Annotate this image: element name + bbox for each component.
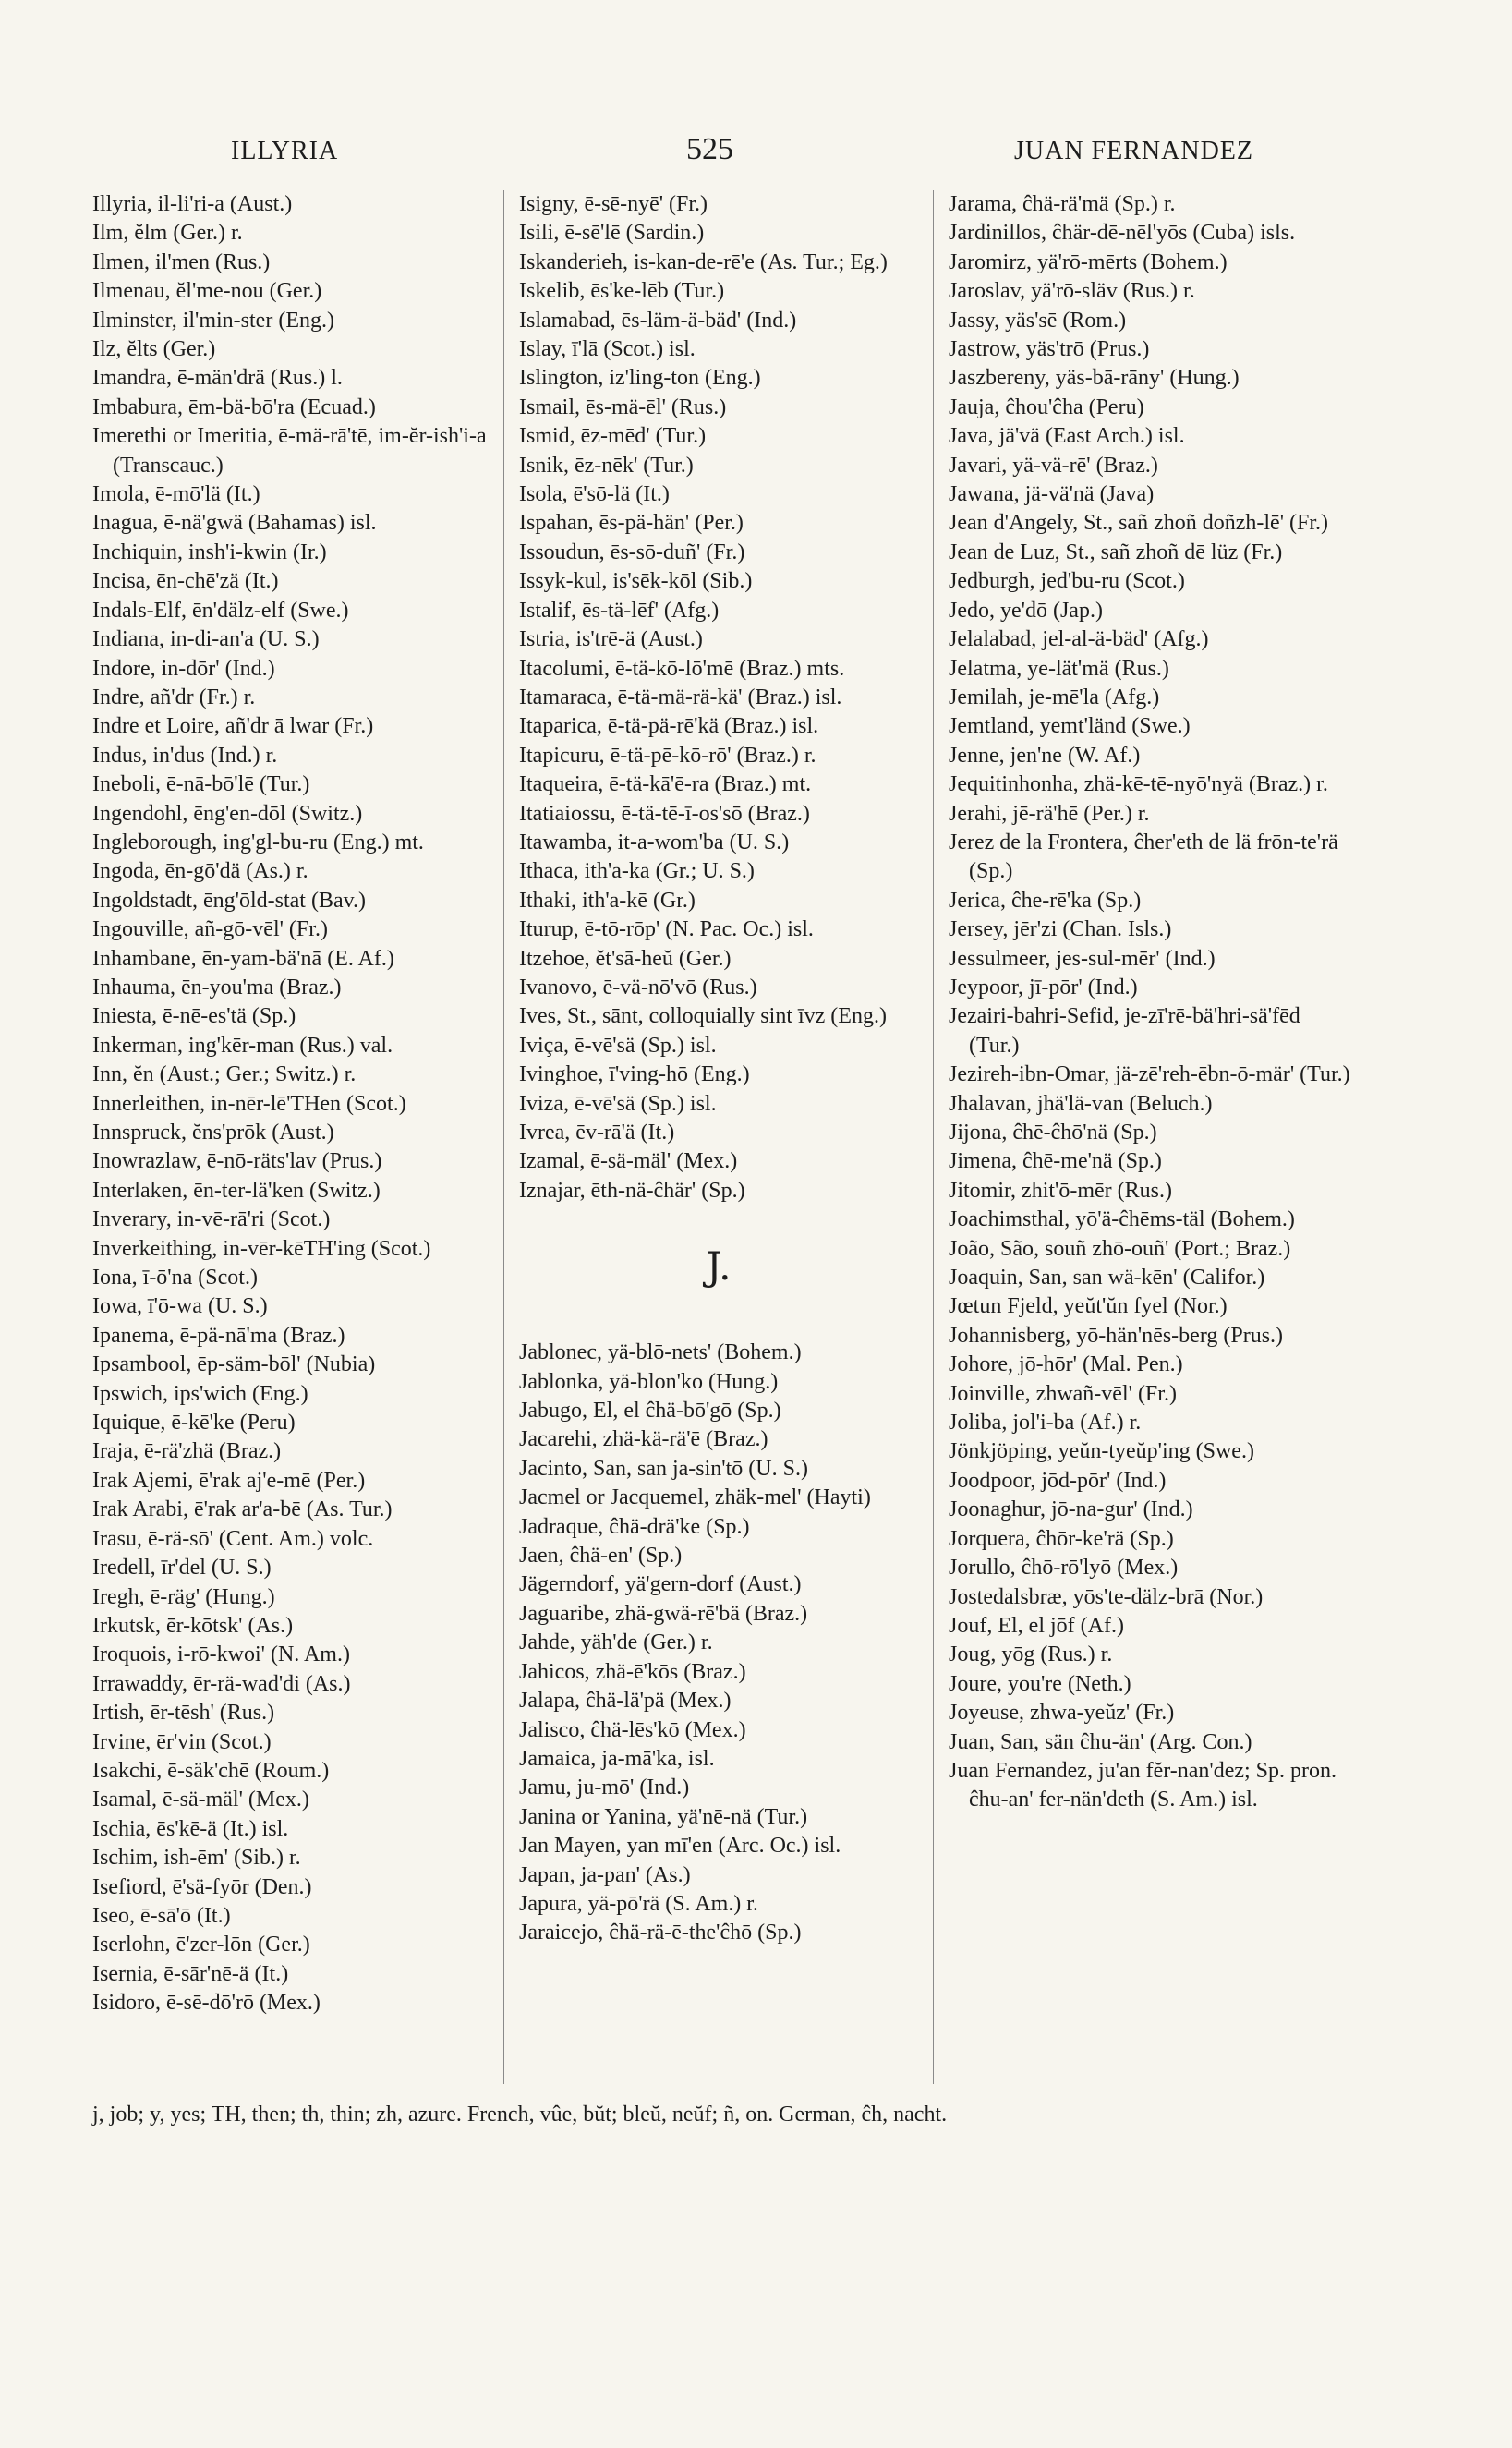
gazetteer-entry: Jaen, ĉhä-en' (Sp.) — [519, 1544, 683, 1569]
gazetteer-entry: Iserlohn, ē'zer-lōn (Ger.) — [92, 1933, 310, 1957]
section-j-entries — [519, 1339, 918, 1948]
gazetteer-entry: Iona, ī-ō'na (Scot.) — [92, 1266, 258, 1291]
gazetteer-entry: Iseo, ē-sā'ō (It.) — [92, 1903, 231, 1928]
gazetteer-entry: Ismid, ēz-mēd' (Tur.) — [519, 424, 707, 449]
gazetteer-entry: Jedo, ye'dō (Jap.) — [949, 598, 1103, 623]
gazetteer-entry: Iznajar, ēth-nä-ĉhär' (Sp.) — [519, 1178, 745, 1203]
gazetteer-entry: Inn, ĕn (Aust.; Ger.; Switz.) r. — [92, 1062, 357, 1087]
gazetteer-entry: Juan Fernandez, ju'an fĕr-nan'dez; Sp. pron. ĉhu-an' fer-nän'deth (S. Am.) isl. — [949, 1758, 1337, 1812]
gazetteer-entry: Jägerndorf, yä'gern-dorf (Aust.) — [519, 1572, 802, 1597]
gazetteer-entry: Jelatma, ye-lät'mä (Rus.) — [949, 656, 1169, 681]
gazetteer-entry: Irkutsk, ēr-kōtsk' (As.) — [92, 1613, 294, 1638]
gazetteer-entry: Jerahi, jē-rä'hē (Per.) r. — [949, 801, 1150, 826]
gazetteer-entry: Islington, iz'ling-ton (Eng.) — [519, 366, 761, 391]
gazetteer-entry: Jessulmeer, jes-sul-mēr' (Ind.) — [949, 946, 1216, 971]
gazetteer-entry: Ipanema, ē-pä-nā'ma (Braz.) — [92, 1323, 345, 1348]
gazetteer-entry: Istria, is'trē-ä (Aust.) — [519, 627, 703, 652]
gazetteer-entry: Imola, ē-mō'lä (It.) — [92, 482, 260, 507]
gazetteer-entry: Ischia, ēs'kē-ä (It.) isl. — [92, 1816, 289, 1841]
gazetteer-entry: Jardinillos, ĉhär-dē-nēl'yōs (Cuba) isls. — [949, 221, 1296, 246]
gazetteer-entry: Inhambane, ēn-yam-bä'nā (E. Af.) — [92, 946, 394, 971]
gazetteer-entry: Jemtland, yemt'länd (Swe.) — [949, 714, 1191, 739]
gazetteer-entry: Jedburgh, jed'bu-ru (Scot.) — [949, 569, 1185, 594]
gazetteer-entry: Jean d'Angely, St., sañ zhoñ doñzh-lē' (Fr.) — [949, 511, 1329, 536]
gazetteer-entry: Indre, añ'dr (Fr.) r. — [92, 685, 256, 709]
gazetteer-entry: Jablonka, yä-blon'ko (Hung.) — [519, 1369, 779, 1394]
gazetteer-entry: Isigny, ē-sē-nyē' (Fr.) — [519, 192, 708, 216]
gazetteer-entry: Joodpoor, jōd-pōr' (Ind.) — [949, 1468, 1167, 1493]
gazetteer-entry: Ismail, ēs-mä-ēl' (Rus.) — [519, 394, 727, 419]
gazetteer-entry: Jamu, ju-mō' (Ind.) — [519, 1775, 690, 1800]
gazetteer-entry: Isakchi, ē-säk'chē (Roum.) — [92, 1758, 330, 1783]
gazetteer-entry: Inkerman, ing'kēr-man (Rus.) val. — [92, 1033, 393, 1058]
gazetteer-entry: Joyeuse, zhwa-yeŭz' (Fr.) — [949, 1701, 1175, 1726]
gazetteer-entry: Iredell, īr'del (U. S.) — [92, 1556, 272, 1581]
gazetteer-entry: Indals-Elf, ēn'dälz-elf (Swe.) — [92, 598, 349, 623]
gazetteer-entry: Jan Mayen, yan mī'en (Arc. Oc.) isl. — [519, 1834, 841, 1859]
gazetteer-entry: Inchiquin, insh'i-kwin (Ir.) — [92, 539, 327, 564]
gazetteer-entry: Irak Ajemi, ē'rak aj'e-mē (Per.) — [92, 1468, 366, 1493]
gazetteer-entry: Joonaghur, jō-na-gur' (Ind.) — [949, 1497, 1193, 1522]
gazetteer-entry: Jawana, jä-vä'nä (Java) — [949, 482, 1155, 507]
gazetteer-entry: Irak Arabi, ē'rak ar'a-bē (As. Tur.) — [92, 1497, 393, 1522]
gazetteer-entry: Johore, jō-hōr' (Mal. Pen.) — [949, 1352, 1183, 1377]
gazetteer-entry: Itacolumi, ē-tä-kō-lō'mē (Braz.) mts. — [519, 656, 845, 681]
gazetteer-entry: Ingoldstadt, ēng'ōld-stat (Bav.) — [92, 888, 367, 913]
gazetteer-entry: Jitomir, zhit'ō-mēr (Rus.) — [949, 1178, 1172, 1203]
gazetteer-entry: Iroquois, i-rō-kwoi' (N. Am.) — [92, 1642, 350, 1667]
gazetteer-entry: Isefiord, ē'sä-fyōr (Den.) — [92, 1874, 312, 1899]
gazetteer-entry: Imerethi or Imeritia, ē-mä-rā'tē, im-ĕr-ish'i-a (Transcauc.) — [92, 424, 487, 478]
gazetteer-entry: Jijona, ĉhē-ĉhō'nä (Sp.) — [949, 1121, 1157, 1145]
gazetteer-entry: Itamaraca, ē-tä-mä-rä-kä' (Braz.) isl. — [519, 685, 842, 709]
gazetteer-entry: Jersey, jēr'zi (Chan. Isls.) — [949, 917, 1172, 942]
gazetteer-entry: Isernia, ē-sār'nē-ä (It.) — [92, 1961, 289, 1986]
gazetteer-entry: Javari, yä-vä-rē' (Braz.) — [949, 453, 1158, 478]
gazetteer-entry: Jaroslav, yä'rō-släv (Rus.) r. — [949, 279, 1195, 304]
gazetteer-entry: Jaguaribe, zhä-gwä-rē'bä (Braz.) — [519, 1601, 808, 1626]
gazetteer-entry: Jemilah, je-mē'la (Afg.) — [949, 685, 1160, 709]
gazetteer-entry: Ilm, ĕlm (Ger.) r. — [92, 221, 243, 246]
gazetteer-entry: Indus, in'dus (Ind.) r. — [92, 743, 278, 768]
gazetteer-entry: Joliba, jol'i-ba (Af.) r. — [949, 1411, 1142, 1436]
gazetteer-entry: Interlaken, ēn-ter-lä'ken (Switz.) — [92, 1178, 381, 1203]
gazetteer-entry: Jaromirz, yä'rō-mērts (Bohem.) — [949, 249, 1228, 274]
gazetteer-entry: Ingoda, ēn-gō'dä (As.) r. — [92, 859, 308, 884]
gazetteer-entry: Izamal, ē-sä-mäl' (Mex.) — [519, 1149, 738, 1174]
gazetteer-entry: Iskanderieh, is-kan-de-rē'e (As. Tur.; Eg.) — [519, 249, 888, 274]
gazetteer-entry: Ingendohl, ēng'en-dōl (Switz.) — [92, 801, 363, 826]
gazetteer-entry: Jelalabad, jel-al-ä-bäd' (Afg.) — [949, 627, 1209, 652]
gazetteer-entry: Indiana, in-di-an'a (U. S.) — [92, 627, 320, 652]
gazetteer-entry: Jezairi-bahri-Sefid, je-zī'rē-bä'hri-sä'fēd (Tur.) — [949, 1004, 1300, 1058]
gazetteer-entry: Jastrow, yäs'trō (Prus.) — [949, 337, 1150, 362]
gazetteer-entry: Jönkjöping, yeŭn-tyeŭp'ing (Swe.) — [949, 1439, 1254, 1464]
gazetteer-entry: Jahde, yäh'de (Ger.) r. — [519, 1630, 713, 1655]
gazetteer-entry: Jean de Luz, St., sañ zhoñ dē lüz (Fr.) — [949, 539, 1283, 564]
gazetteer-entry: Ithaki, ith'a-kē (Gr.) — [519, 888, 696, 913]
gazetteer-entry: Inhauma, ēn-you'ma (Braz.) — [92, 975, 342, 1000]
gazetteer-entry: Jadraque, ĉhä-drä'ke (Sp.) — [519, 1514, 750, 1539]
gazetteer-entry: Inagua, ē-nä'gwä (Bahamas) isl. — [92, 511, 377, 536]
column-1 — [92, 190, 490, 2084]
gazetteer-entry: Ithaca, ith'a-ka (Gr.; U. S.) — [519, 859, 755, 884]
gazetteer-entry: Jerica, ĉhe-rē'ka (Sp.) — [949, 888, 1142, 913]
pronunciation-key: j, job; y, yes; TH, then; th, thin; zh, azure. French, vûe, bŭt; bleŭ, neŭf; ñ, on. German, ĉh, nacht. — [92, 2103, 948, 2127]
gazetteer-entry: Jamaica, ja-mā'ka, isl. — [519, 1746, 715, 1771]
gazetteer-entry: Itzehoe, ĕt'sā-heŭ (Ger.) — [519, 946, 732, 971]
gazetteer-entry: Jhalavan, jhä'lä-van (Beluch.) — [949, 1091, 1213, 1116]
gazetteer-entry: Jenne, jen'ne (W. Af.) — [949, 743, 1141, 768]
gazetteer-entry: Ivrea, ēv-rā'ä (It.) — [519, 1121, 675, 1145]
gazetteer-entry: João, São, souñ zhō-ouñ' (Port.; Braz.) — [949, 1236, 1291, 1261]
gazetteer-entry: Java, jä'vä (East Arch.) isl. — [949, 424, 1185, 449]
gazetteer-entry: Joaquin, San, san wä-kēn' (Califor.) — [949, 1266, 1265, 1291]
gazetteer-entry: Isamal, ē-sä-mäl' (Mex.) — [92, 1788, 309, 1812]
gazetteer-entry: Ivanovo, ē-vä-nō'vō (Rus.) — [519, 975, 757, 1000]
gazetteer-entry: Illyria, il-li'ri-a (Aust.) — [92, 192, 293, 216]
gazetteer-entry: Jahicos, zhä-ē'kōs (Braz.) — [519, 1659, 746, 1684]
gazetteer-entry: Jalisco, ĉhä-lēs'kō (Mex.) — [519, 1717, 746, 1742]
gazetteer-entry: Irasu, ē-rä-sō' (Cent. Am.) volc. — [92, 1526, 374, 1551]
gazetteer-entry: Itaparica, ē-tä-pä-rē'kä (Braz.) isl. — [519, 714, 819, 739]
gazetteer-entry: Ilmenau, ĕl'me-nou (Ger.) — [92, 279, 322, 304]
gazetteer-entry: Jezireh-ibn-Omar, jä-zē'reh-ēbn-ō-mär' (Tur.) — [949, 1062, 1350, 1087]
gazetteer-entry: Joachimsthal, yō'ä-ĉhēms-täl (Bohem.) — [949, 1207, 1295, 1232]
column-2 — [519, 190, 918, 2084]
gazetteer-entry: Joug, yōg (Rus.) r. — [949, 1642, 1113, 1667]
gazetteer-entry: Jœtun Fjeld, yeŭt'ŭn fyel (Nor.) — [949, 1294, 1228, 1319]
gazetteer-entry: Irvine, ēr'vin (Scot.) — [92, 1729, 272, 1754]
gazetteer-entry: Isili, ē-sē'lē (Sardin.) — [519, 221, 705, 246]
gazetteer-entry: Iviça, ē-vē'sä (Sp.) isl. — [519, 1033, 717, 1058]
page-number: 525 — [686, 132, 733, 166]
gazetteer-entry: Ivinghoe, ī'ving-hō (Eng.) — [519, 1062, 750, 1087]
running-head-left: ILLYRIA — [231, 137, 339, 165]
gazetteer-entry: Jaszbereny, yäs-bā-rāny' (Hung.) — [949, 366, 1240, 391]
gazetteer-entry: Iowa, ī'ō-wa (U. S.) — [92, 1294, 268, 1319]
column-divider — [503, 190, 504, 2084]
gazetteer-entry: Janina or Yanina, yä'nē-nä (Tur.) — [519, 1804, 808, 1829]
gazetteer-entry: Jauja, ĉhou'ĉha (Peru) — [949, 394, 1144, 419]
gazetteer-entry: Istalif, ēs-tä-lēf' (Afg.) — [519, 598, 720, 623]
gazetteer-entry: Ispahan, ēs-pä-hän' (Per.) — [519, 511, 744, 536]
gazetteer-entry: Islamabad, ēs-läm-ä-bäd' (Ind.) — [519, 308, 797, 333]
gazetteer-entry: Itatiaiossu, ē-tä-tē-ī-os'sō (Braz.) — [519, 801, 810, 826]
gazetteer-entry: Iturup, ē-tō-rōp' (N. Pac. Oc.) isl. — [519, 917, 814, 942]
gazetteer-entry: Isola, ē'sō-lä (It.) — [519, 482, 670, 507]
gazetteer-entry: Jarama, ĉhä-rä'mä (Sp.) r. — [949, 192, 1176, 216]
gazetteer-entry: Isnik, ēz-nēk' (Tur.) — [519, 453, 694, 478]
gazetteer-entry: Jouf, El, el jōf (Af.) — [949, 1613, 1124, 1638]
gazetteer-entry: Indore, in-dōr' (Ind.) — [92, 656, 275, 681]
gazetteer-entry: Iniesta, ē-nē-es'tä (Sp.) — [92, 1004, 296, 1029]
gazetteer-entry: Innerleithen, in-nēr-lē'THen (Scot.) — [92, 1091, 406, 1116]
gazetteer-entry: Jerez de la Frontera, ĉher'eth de lä frōn-te'rä (Sp.) — [949, 830, 1338, 884]
gazetteer-entry: Ingleborough, ing'gl-bu-ru (Eng.) mt. — [92, 830, 424, 854]
gazetteer-entry: Iraja, ē-rä'zhä (Braz.) — [92, 1439, 282, 1464]
gazetteer-entry: Jimena, ĉhē-me'nä (Sp.) — [949, 1149, 1162, 1174]
gazetteer-entry: Jassy, yäs'sē (Rom.) — [949, 308, 1127, 333]
gazetteer-entry: Jacinto, San, san ja-sin'tō (U. S.) — [519, 1456, 808, 1481]
gazetteer-entry: Johannisberg, yō-hän'nēs-berg (Prus.) — [949, 1323, 1284, 1348]
gazetteer-entry: Iquique, ē-kē'ke (Peru) — [92, 1411, 296, 1436]
gazetteer-entry: Jorquera, ĉhōr-ke'rä (Sp.) — [949, 1526, 1174, 1551]
gazetteer-entry: Innspruck, ĕns'prōk (Aust.) — [92, 1121, 334, 1145]
gazetteer-entry: Itawamba, it-a-wom'ba (U. S.) — [519, 830, 790, 854]
gazetteer-entry: Incisa, ēn-chē'zä (It.) — [92, 569, 279, 594]
gazetteer-entry: Islay, ī'lā (Scot.) isl. — [519, 337, 696, 362]
gazetteer-entry: Inverkeithing, in-vēr-kēTH'ing (Scot.) — [92, 1236, 431, 1261]
column-2-entries — [519, 190, 918, 1206]
section-letter-j: J. — [706, 1243, 732, 1290]
gazetteer-entry: Jabugo, El, el ĉhä-bō'gō (Sp.) — [519, 1399, 781, 1424]
gazetteer-entry: Joure, you're (Neth.) — [949, 1671, 1131, 1696]
column-divider — [933, 190, 934, 2084]
gazetteer-entry: Jacarehi, zhä-kä-rä'ē (Braz.) — [519, 1427, 768, 1452]
gazetteer-entry: Jeypoor, jī-pōr' (Ind.) — [949, 975, 1138, 1000]
gazetteer-entry: Imandra, ē-män'drä (Rus.) l. — [92, 366, 343, 391]
gazetteer-entry: Ives, St., sānt, colloquially sint īvz (Eng.) — [519, 1004, 887, 1029]
gazetteer-entry: Jablonec, yä-blō-nets' (Bohem.) — [519, 1340, 802, 1365]
gazetteer-entry: Ingouville, añ-gō-vēl' (Fr.) — [92, 917, 328, 942]
gazetteer-entry: Jorullo, ĉhō-rō'lyō (Mex.) — [949, 1556, 1179, 1581]
gazetteer-entry: Iviza, ē-vē'sä (Sp.) isl. — [519, 1091, 717, 1116]
column-3 — [949, 190, 1355, 2084]
gazetteer-entry: Jaraicejo, ĉhä-rä-ē-the'ĉhō (Sp.) — [519, 1921, 802, 1945]
gazetteer-entry: Ineboli, ē-nā-bō'lē (Tur.) — [92, 772, 310, 797]
gazetteer-entry: Irrawaddy, ēr-rä-wad'di (As.) — [92, 1671, 351, 1696]
gazetteer-entry: Japura, yä-pō'rä (S. Am.) r. — [519, 1891, 758, 1916]
gazetteer-entry: Indre et Loire, añ'dr ā lwar (Fr.) — [92, 714, 374, 739]
running-head-right: JUAN FERNANDEZ — [1014, 137, 1253, 165]
gazetteer-entry: Ipsambool, ēp-säm-bōl' (Nubia) — [92, 1352, 376, 1377]
gazetteer-entry: Ipswich, ips'wich (Eng.) — [92, 1381, 308, 1406]
gazetteer-entry: Inverary, in-vē-rā'ri (Scot.) — [92, 1207, 331, 1232]
gazetteer-entry: Ilminster, il'min-ster (Eng.) — [92, 308, 334, 333]
gazetteer-entry: Ilz, ĕlts (Ger.) — [92, 337, 216, 362]
gazetteer-entry: Imbabura, ēm-bä-bō'ra (Ecuad.) — [92, 394, 376, 419]
gazetteer-entry: Ischim, ish-ēm' (Sib.) r. — [92, 1846, 301, 1871]
gazetteer-entry: Issoudun, ēs-sō-duñ' (Fr.) — [519, 539, 745, 564]
gazetteer-entry: Ilmen, il'men (Rus.) — [92, 249, 271, 274]
gazetteer-entry: Isidoro, ē-sē-dō'rō (Mex.) — [92, 1991, 321, 2016]
gazetteer-entry: Joinville, zhwañ-vēl' (Fr.) — [949, 1381, 1177, 1406]
gazetteer-entry: Jacmel or Jacquemel, zhäk-mel' (Hayti) — [519, 1485, 871, 1510]
gazetteer-entry: Jalapa, ĉhä-lä'pä (Mex.) — [519, 1689, 732, 1714]
gazetteer-entry: Iskelib, ēs'ke-lēb (Tur.) — [519, 279, 725, 304]
gazetteer-entry: Irtish, ēr-tēsh' (Rus.) — [92, 1701, 275, 1726]
gazetteer-entry: Itapicuru, ē-tä-pē-kō-rō' (Braz.) r. — [519, 743, 816, 768]
gazetteer-entry: Juan, San, sän ĉhu-än' (Arg. Con.) — [949, 1729, 1252, 1754]
gazetteer-entry: Jostedalsbræ, yōs'te-dälz-brā (Nor.) — [949, 1584, 1264, 1609]
gazetteer-entry: Jequitinhonha, zhä-kē-tē-nyō'nyä (Braz.) r. — [949, 772, 1328, 797]
gazetteer-entry: Issyk-kul, is'sēk-kōl (Sib.) — [519, 569, 753, 594]
gazetteer-entry: Itaqueira, ē-tä-kā'ē-ra (Braz.) mt. — [519, 772, 812, 797]
gazetteer-entry: Inowrazlaw, ē-nō-räts'lav (Prus.) — [92, 1149, 382, 1174]
gazetteer-entry: Iregh, ē-räg' (Hung.) — [92, 1584, 275, 1609]
gazetteer-entry: Japan, ja-pan' (As.) — [519, 1862, 691, 1887]
